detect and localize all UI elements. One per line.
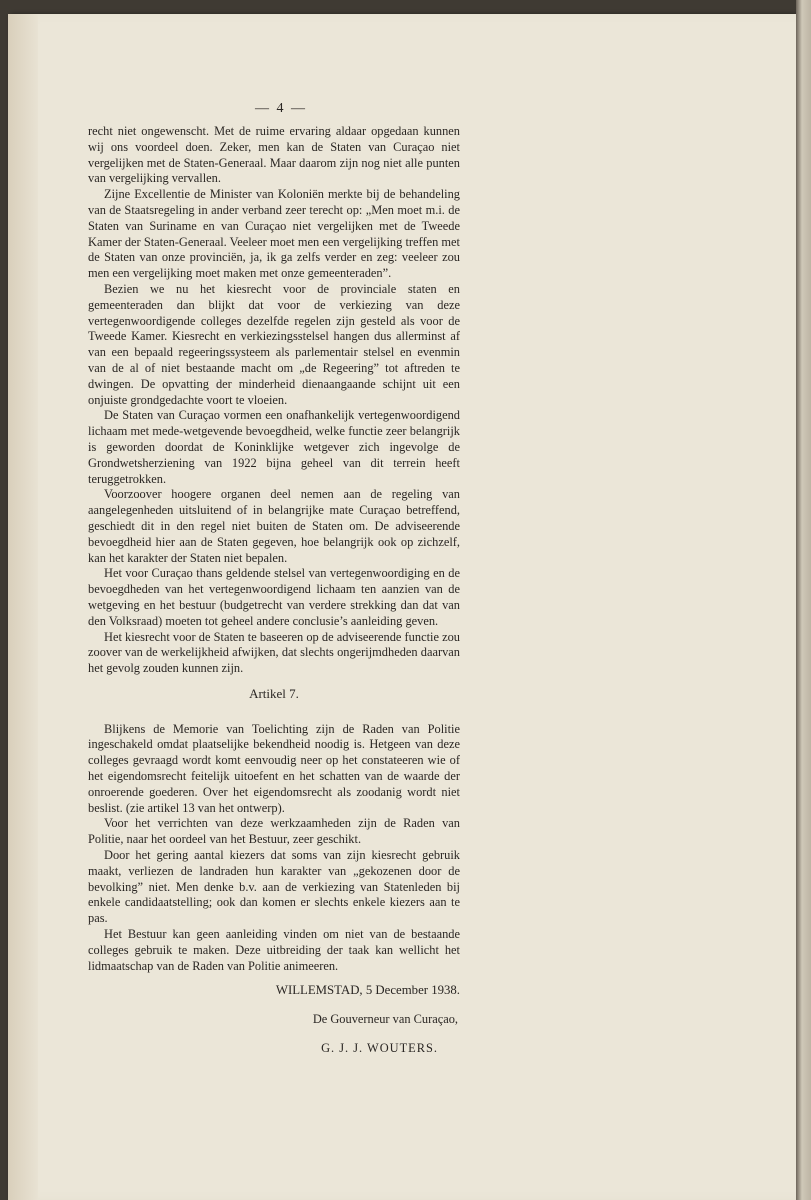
paragraph: Voorzoover hoogere organen deel nemen aan de regeling van aangelegenheden uitsluitend of in belangrijke mate Curaçao betreffend, geschiedt dit in den regel niet buiten de Staten om. De adviseerende bevoegdheid hier aan de Staten gegeven, hoe belangrijk ook op zichzelf, kan het karakter der Staten niet bepalen. [88, 487, 460, 565]
paragraph: De Staten van Curaçao vormen een onafhankelijk vertegenwoordigend lichaam met mede-wetgevende bevoegdheid, welke functie zeer belangrijk is geworden doordat de Koninklijke wetgever zich ingevolge de Grondwetsherziening van 1922 bijna geheel van dit terrein heeft teruggetrokken. [88, 408, 460, 486]
paragraph: Blijkens de Memorie van Toelichting zijn de Raden van Politie ingeschakeld omdat plaatselijke bekendheid noodig is. Hetgeen van deze colleges gevraagd wordt komt eenvoudig neer op het constateeren wie of het eigendomsrecht feitelijk uitoefent en het schatten van de waarde der onroerende goederen. Over het eigendomsrecht als zoodanig wordt niet beslist. (zie artikel 13 van het ontwerp). [88, 721, 460, 815]
paragraph: Het kiesrecht voor de Staten te baseeren op de adviseerende functie zou zoover van de werkelijkheid afwijken, dat slechts ongerijmdheden daarvan het gevolg zouden kunnen zijn. [88, 629, 460, 676]
page-binding-shadow [8, 14, 38, 1200]
adjacent-page-edge [796, 0, 811, 1200]
signatory-name: G. J. J. WOUTERS. [321, 1041, 438, 1056]
paragraph: Bezien we nu het kiesrecht voor de provinciale staten en gemeenteraden dan blijkt dat voor de verkiezing van deze vertegenwoordigende colleges dezelfde regelen zijn gesteld als voor de Tweede Kamer. Kiesrecht en verkiezingsstelsel hangen dus allerminst af van een bepaald regeeringssysteem als parlementair stelsel en evenmin van de al of niet bestaande macht om „de Regeering” tot aftreden te dwingen. De opvatting der minderheid dienaangaande schijnt uit een onjuiste grondgedachte voort te vloeien. [88, 281, 460, 407]
paragraph: Door het gering aantal kiezers dat soms van zijn kiesrecht gebruik maakt, verliezen de landraden hun karakter van „gekozenen door de bevolking” niet. Men denke b.v. aan de verkiezing van Statenleden bij enkele candidaatstelling; ook dan komen er slechts enkele kiezers aan te pas. [88, 848, 460, 926]
paragraph: recht niet ongewenscht. Met de ruime ervaring aldaar opgedaan kunnen wij ons voordeel doen. Zeker, men kan de Staten van Curaçao niet vergelijken met de Staten-Generaal. Maar daarom zijn nog niet alle punten van vergelijking vervallen. [88, 124, 460, 186]
paragraph: Voor het verrichten van deze werkzaamheden zijn de Raden van Politie, naar het oordeel van het Bestuur, zeer geschikt. [88, 816, 460, 847]
paragraph: Het voor Curaçao thans geldende stelsel van vertegenwoordiging en de bevoegdheden van het vertegenwoordigend lichaam ten aanzien van de wetgeving en het bestuur (budgetrecht van verdere strekking dan dat van den Volksraad) moeten tot geheel andere conclusie’s aanleiding geven. [88, 566, 460, 628]
paragraph: Het Bestuur kan geen aanleiding vinden om niet van de bestaande colleges gebruik te maken. Deze uitbreiding der taak kan wellicht het lidmaatschap van de Raden van Politie animeeren. [88, 927, 460, 973]
place-and-date: WILLEMSTAD, 5 December 1938. [275, 983, 460, 998]
body-text [88, 124, 460, 1057]
article-heading: Artikel 7. [249, 685, 299, 701]
signatory-title: De Gouverneur van Curaçao, [312, 1012, 458, 1027]
page-number: — 4 — [255, 101, 307, 116]
paragraph: Zijne Excellentie de Minister van Koloniën merkte bij de behandeling van de Staatsregeling in ander verband zeer terecht op: „Men moet m.i. de Staten van Suriname en van Curaçao niet vergelijken met de Tweede Kamer der Staten-Generaal. Veeleer moet men een vergelijking treffen met de Staten van onze provinciën, ja, ik ga zelfs verder en zeg: veeleer zou men een vergelijking moet maken met onze gemeenteraden”. [88, 187, 460, 281]
